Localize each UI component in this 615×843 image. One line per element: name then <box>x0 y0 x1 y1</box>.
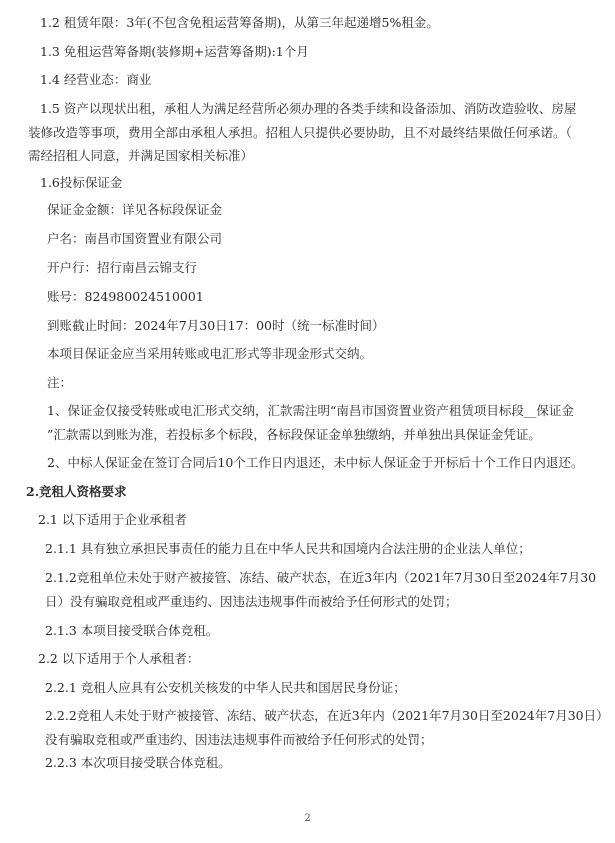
payment-method: 本项目保证金应当采用转账或电汇形式等非现金形式交纳。 <box>47 346 373 361</box>
section-2-title: 2.竞租人资格要求 <box>26 484 127 499</box>
note-2: 2、中标人保证金在签订合同后10个工作日内退还，未中标人保证金于开标后十个工作日内退还。 <box>47 455 584 470</box>
clause-line: 需经招租人同意，并满足国家相关标准） <box>28 148 254 163</box>
clause-1-4: 1.4 经营业态：商业 <box>40 72 152 87</box>
account-name: 户名：南昌市国资置业有限公司 <box>47 231 223 246</box>
clause-line: 装修改造等事项，费用全部由承租人承担。招租人只提供必要协助，且不对最终结果做任何承诺。（ <box>28 125 572 140</box>
deposit-amount: 保证金金额：详见各标段保证金 <box>47 202 223 217</box>
clause-2-1-2: 2.1.2竞租单位未处于财产被接管、冻结、破产状态，在近3年内（2021年7月30日至2024年7月30 <box>45 570 597 585</box>
clause-2-1: 2.1 以下适用于企业承租者 <box>38 512 187 527</box>
clause-2-2-1: 2.2.1 竞租人应具有公安机关核发的中华人民共和国居民身份证； <box>45 680 406 695</box>
account-number: 账号：824980024510001 <box>47 289 204 304</box>
deadline: 到账截止时间：2024年7月30日17：00时（统一标准时间） <box>47 318 385 333</box>
clause-1-2: 1.2 租赁年限：3年(不包含免租运营筹备期)，从第三年起递增5%租金。 <box>40 15 439 30</box>
clause-2-2-3: 2.2.3 本次项目接受联合体竞租。 <box>45 755 231 770</box>
page-number: 2 <box>304 813 311 824</box>
clause-line: 1.5 资产以现状出租，承租人为满足经营所必须办理的各类手续和设备添加、消防改造验收、房屋 <box>40 101 577 116</box>
clause-2-2-2: 2.2.2竞租人未处于财产被接管、冻结、破产状态，在近3年内（2021年7月30日至2024年7月30日） <box>45 708 609 723</box>
clause-1-3: 1.3 免租运营筹备期(装修期+运营筹备期):1个月 <box>40 44 309 59</box>
note-label: 注： <box>47 375 73 390</box>
clause-2-1-1: 2.1.1 具有独立承担民事责任的能力且在中华人民共和国境内合法注册的企业法人单位； <box>45 541 531 556</box>
clause-2-1-2-cont: 日）没有骗取竞租或严重违约、因违法违规事件而被给予任何形式的处罚； <box>45 594 458 609</box>
clause-2-2-2-cont: 没有骗取竞租或严重违约、因违法违规事件而被给予任何形式的处罚； <box>45 732 433 747</box>
note-1: 1、保证金仅接受转账或电汇形式交纳，汇款需注明“南昌市国资置业资产租赁项目标段__保证金 <box>47 403 574 418</box>
bank-name: 开户行：招行南昌云锦支行 <box>47 260 198 275</box>
clause-2-2: 2.2 以下适用于个人承租者： <box>38 651 200 666</box>
clause-2-1-3: 2.1.3 本项目接受联合体竞租。 <box>45 623 219 638</box>
clause-1-6: 1.6投标保证金 <box>40 175 123 190</box>
note-1-cont: ”汇款需以到账为准，若投标多个标段，各标段保证金单独缴纳，并单独出具保证金凭证。 <box>47 427 541 442</box>
